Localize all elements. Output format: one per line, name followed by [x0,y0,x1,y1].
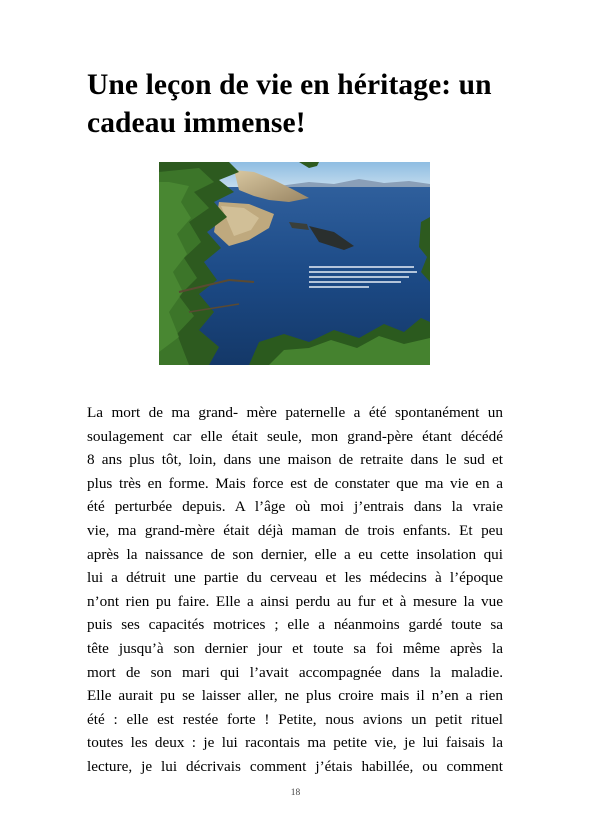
body-line: Elle aurait pu se laisser aller, ne plus croire mais il n’en a rien [87,687,503,705]
body-line: vie, ma grand-mère était déjà maman de trois enfants. Et peu [87,521,503,539]
body-line: lecture, je lui décrivais comment j’étais habillée, ou comment [87,757,503,775]
body-line: 8 ans plus tôt, loin, dans une maison de retraite dans le sud et [87,451,503,469]
body-line: plus très en forme. Mais force est de constater que ma vie en a [87,474,503,492]
body-line: été perturbée depuis. A l’âge où moi j’entrais dans la vraie [87,498,503,516]
page-title: Une leçon de vie en héritage: un cadeau immense! [87,69,492,139]
body-line: puis ses capacités motrices ; elle a néanmoins gardé toute sa [87,616,503,634]
body-line: tête jusqu’à son dernier jour et toute sa foi même après la [87,639,503,657]
body-line: La mort de ma grand- mère paternelle a été spontanément un [87,404,503,421]
body-line: soulagement car elle était seule, mon grand-père étant décédé [87,427,503,445]
body-paragraph [87,401,503,779]
body-line: toutes les deux : je lui racontais ma petite vie, je lui faisais la [87,734,503,752]
body-line: après la naissance de son dernier, elle a eu cette insolation qui [87,545,503,563]
body-line: été : elle est restée forte ! Petite, nous avions un petit rituel [87,710,503,728]
body-line: n’ont rien pu faire. Elle a ainsi perdu au fur et à mesure la vue [87,592,503,610]
body-line: mort de son mari qui l’avait accompagnée dans la maladie. [87,663,503,681]
body-line: lui a détruit une partie du cerveau et les médecins à l’époque [87,569,503,587]
page-number: 18 [290,788,301,798]
coastal-photo [159,162,430,365]
coastal-cove-illustration [159,162,430,365]
